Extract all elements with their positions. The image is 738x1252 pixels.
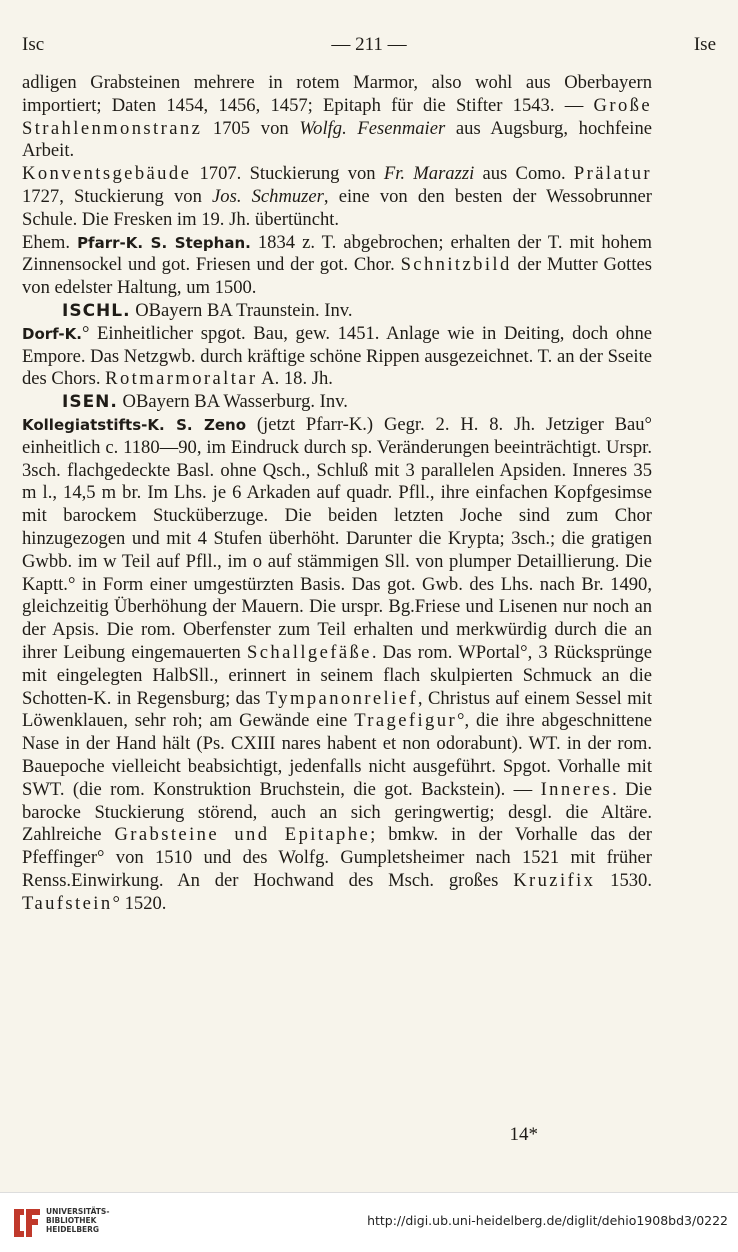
permalink-url[interactable]: http://digi.ub.uni-heidelberg.de/diglit/dehio1908bd3/0222	[367, 1213, 728, 1228]
entry-heading-isen: ISEN. OBayern BA Wasserburg. Inv.	[62, 391, 348, 413]
viewer-footer	[0, 1192, 738, 1252]
header-left: Isc	[22, 34, 45, 55]
paragraph-kollegiatstift: Kollegiatstifts-K. S. Zeno (jetzt Pfarr-K.) Gegr. 2. H. 8. Jh. Jetziger Bau° einheitlich c. 1180—90, im Eindruck durch sp. Veränderungen beeinträchtigt. Urspr. 3sch. flachgedeckte Basl. ohne Qsch., Schluß mit 3 parallelen Apsiden. Inneres 35 m l., 14,5 m br. Im Lhs. je 6 Arkaden auf quadr. Pfll., ihre einfachen Kopfgesimse mit barockem Stucküberzuge. Die beiden letzten Joche sind zum Chor hinzugezogen und mit 4 Stufen überhöht. Darunter die Krypta; 3sch.; die gratigen Gwbb. im w Teil auf Pfll., im o auf stämmigen Sll. von plumper Detaillierung. Die Kaptt.° in Form einer umgestürzten Basis. Das got. Gwb. des Lhs. nach Br. 1490, gleichzeitig Überhöhung der Mauern. Die urspr. Bg.Friese und Lisenen nur noch an der Apsis. Die rom. Oberfenster zum Teil erhalten und merkwürdig durch die an ihrer Leibung eingemauerten Schallgefäße. Das rom. WPortal°, 3 Rücksprünge mit eingelegten HalbSll., erinnert in seinem flach skulpierten Schmuck an die Schotten-K. in Regensburg; das Tympanonrelief, Christus auf einem Sessel mit Löwenklauen, sehr roh; am Gewände eine Tragefigur°, die ihre abgeschnittene Nase in der Hand hält (Ps. CXIII nares habent et non odorabunt). WT. in der rom. Bauepoche vielleicht beabsichtigt, jedenfalls nicht ausgeführt. Spgot. Vorhalle mit SWT. (die rom. Konstruktion Bruchstein, die got. Backstein). — Inneres. Die barocke Stuckierung störend, auch an sich geringwertig; desgl. die Altäre. Zahlreiche Grabsteine und Epitaphe; bmkw. in der Vorhalle das der Pfeffinger° von 1510 und des Wolfg. Gumpletsheimer nach 1521 mit früher Renss.Einwirkung. An der Hochwand des Msch. großes Kruzifix 1530. Taufstein° 1520.	[22, 413, 652, 914]
paragraph-stephan: Ehem. Pfarr-K. S. Stephan. 1834 z. T. abgebrochen; erhalten der T. mit hohem Zinnensockel und got. Friesen und der got. Chor. Schnitzbild der Mutter Gottes von edelster Haltung, um 1500.	[22, 231, 653, 299]
running-header	[22, 34, 716, 60]
header-right: Ise	[693, 34, 716, 55]
library-name: UNIVERSITÄTS- BIBLIOTHEK HEIDELBERG	[46, 1207, 110, 1234]
signature-mark: 14*	[509, 1124, 538, 1145]
main-text	[22, 72, 652, 915]
paragraph-grabsteine: adligen Grabsteinen mehrere in rotem Marmor, also wohl aus Oberbayern importiert; Daten 1454, 1456, 1457; Epitaph für die Stifter 1543. — Große Strahlenmonstranz 1705 von Wolfg. Fesenmaier aus Augsburg, hochfeine Arbeit.	[22, 72, 652, 162]
entry-heading-ischl: ISCHL. OBayern BA Traunstein. Inv.	[62, 299, 353, 321]
paragraph-dorf-k: Dorf-K.° Einheitlicher spgot. Bau, gew. 1451. Anlage wie in Deiting, doch ohne Empore. Das Netzgwb. durch kräftige schöne Rippen ausgezeichnet. T. an der Sseite des Chors. Rotmarmoraltar A. 18. Jh.	[22, 322, 652, 390]
university-library-logo-icon[interactable]	[10, 1205, 44, 1241]
page-number: — 211 —	[331, 34, 407, 55]
paragraph-konventsgebaeude: Konventsgebäude 1707. Stuckierung von Fr. Marazzi aus Como. Prälatur 1727, Stuckierung von Jos. Schmuzer, eine von den besten der Wessobrunner Schule. Die Fresken im 19. Jh. übertüncht.	[22, 163, 652, 230]
